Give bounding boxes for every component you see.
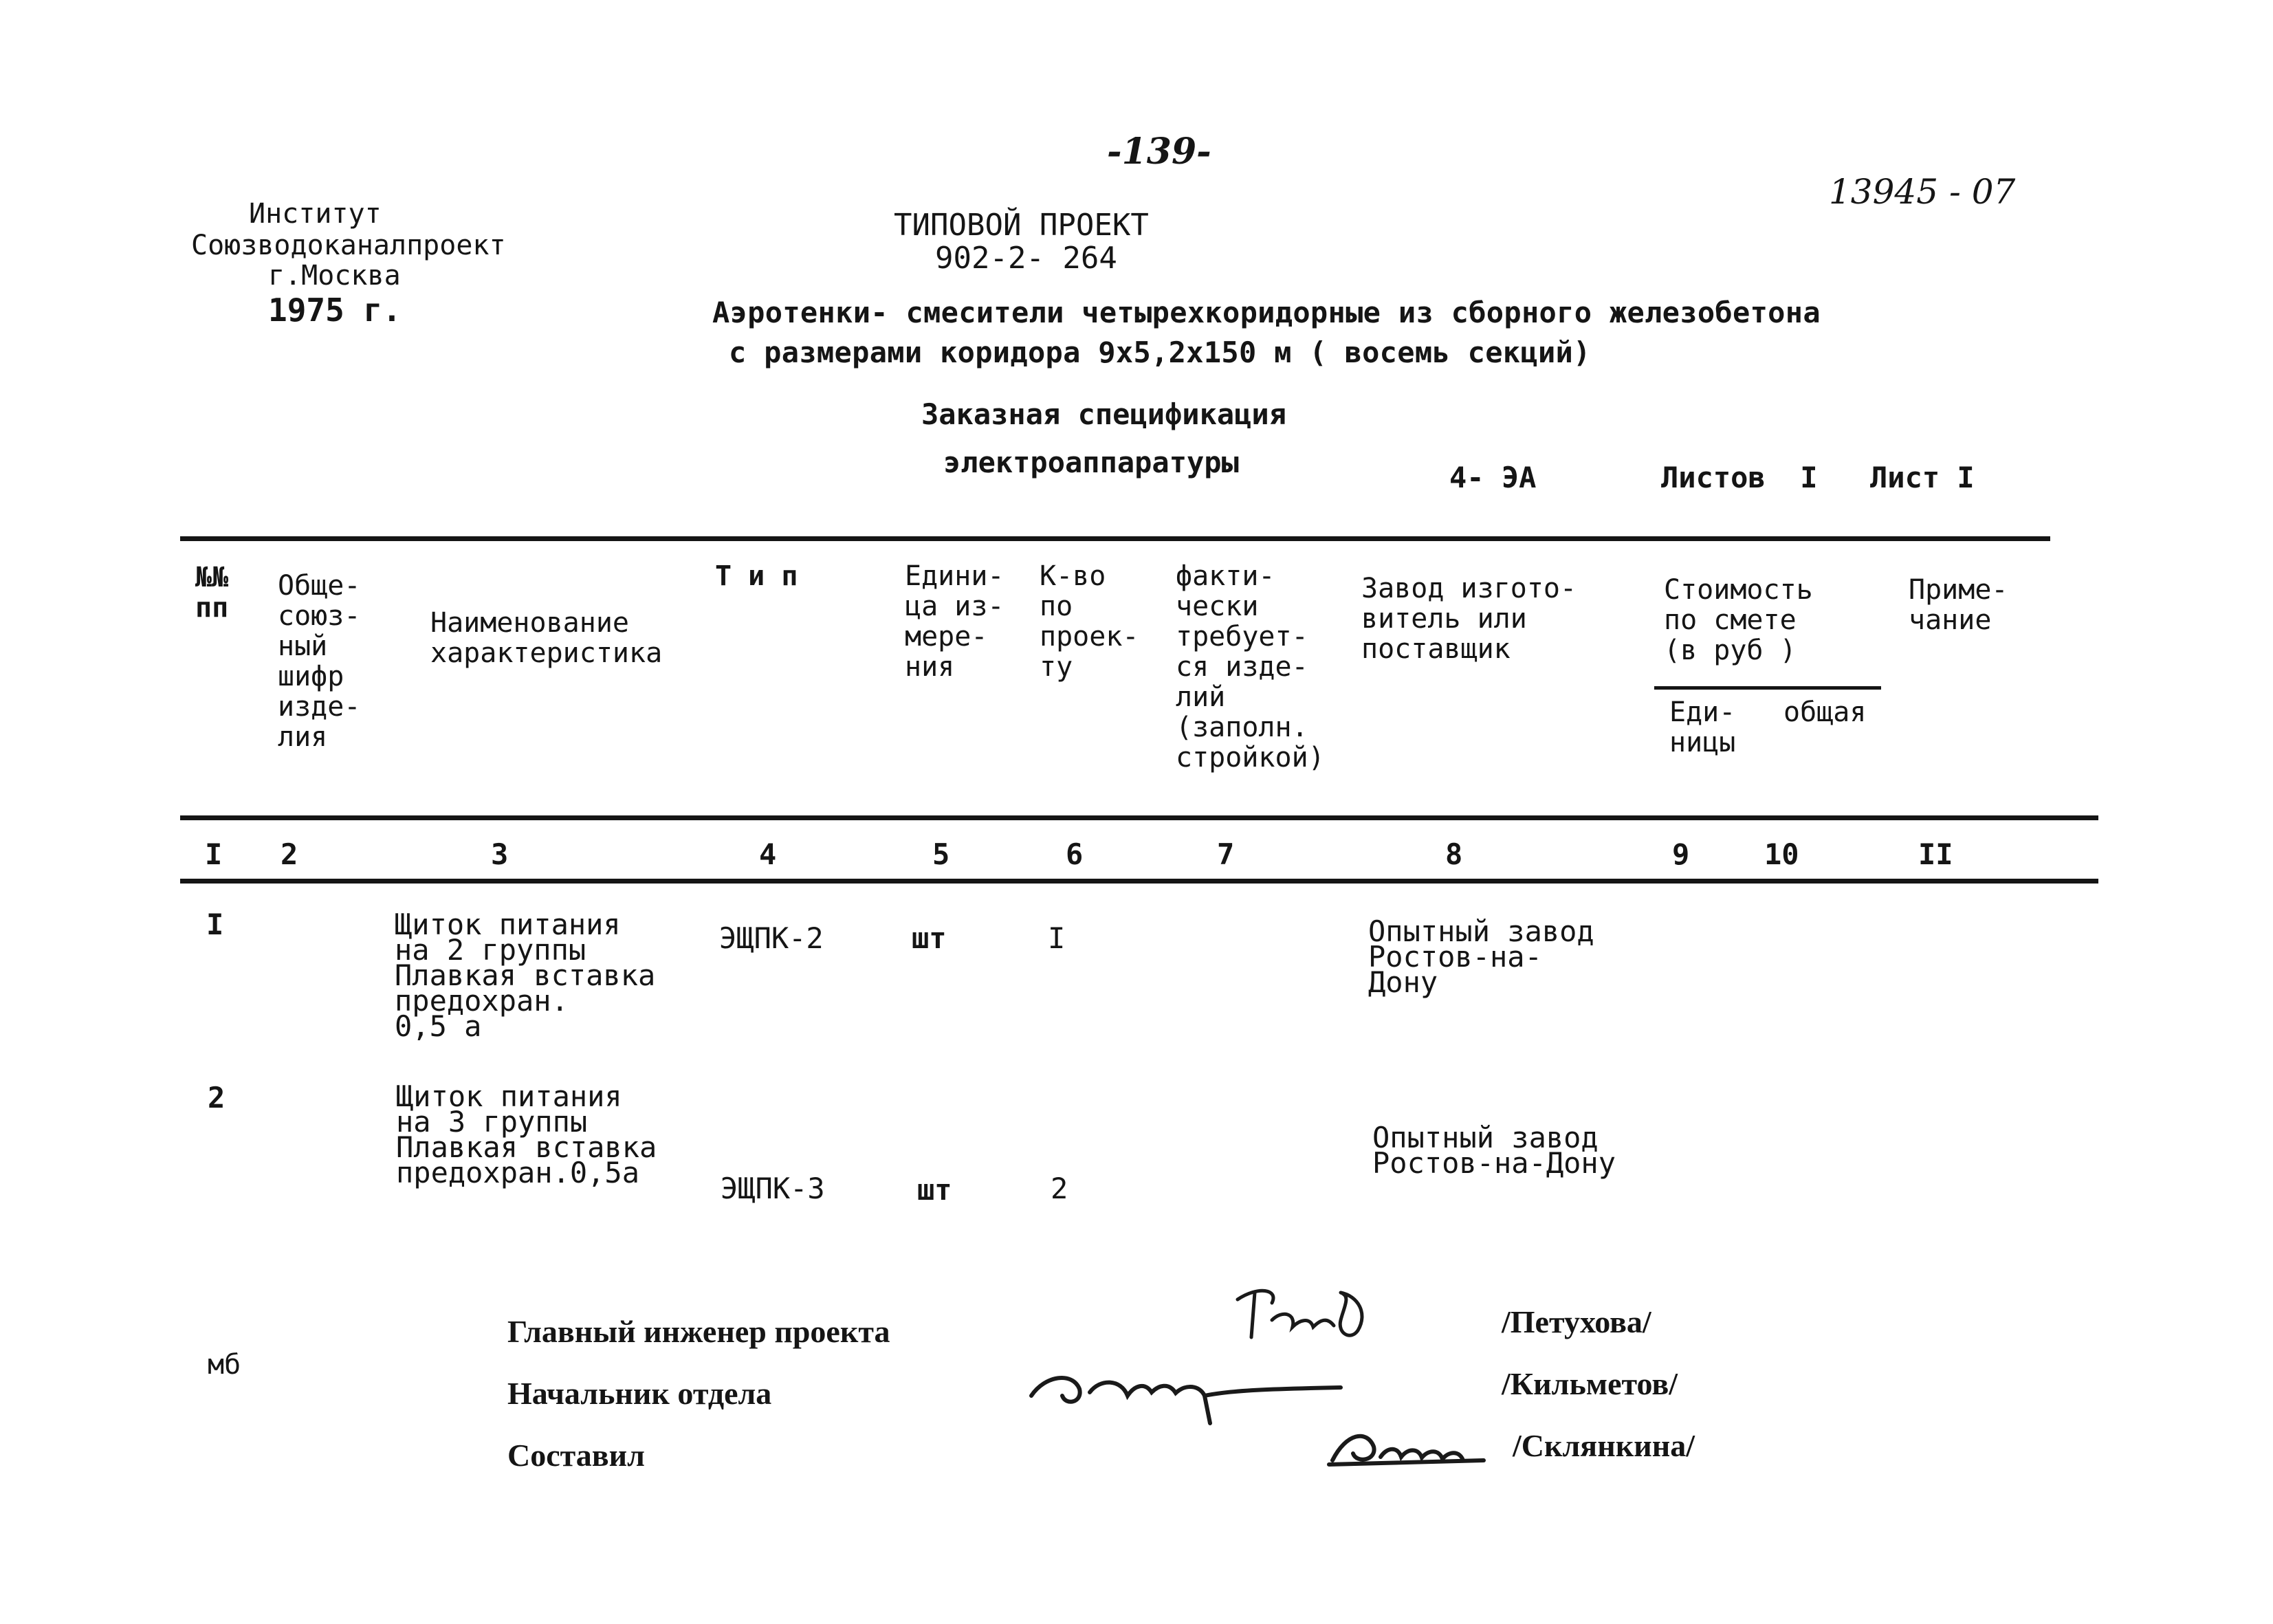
author-label: Составил [507, 1438, 645, 1473]
document-code: 13945 - 07 [1829, 172, 2016, 212]
header-cost-unit: Еди- ницы [1669, 696, 1736, 758]
cost-subdivider [1654, 686, 1881, 690]
page-number: -139- [1107, 131, 1211, 173]
table-top-rule [180, 536, 2050, 541]
institute-line1: Институт [249, 198, 382, 230]
institute-line3: г.Москва [268, 260, 401, 292]
project-title-line1: Аэротенки- смесители четырехкоридорные из сборного железобетона [712, 296, 1821, 329]
column-number: 10 [1764, 837, 1799, 871]
column-number: I [205, 837, 223, 871]
spec-code: 4- ЭА [1449, 461, 1537, 494]
author-signature [1326, 1419, 1491, 1474]
header-bottom-rule [180, 815, 2098, 820]
spec-title-line2: электроаппаратуры [943, 446, 1239, 479]
department-head-signature [1024, 1348, 1354, 1430]
department-head-label: Начальник отдела [507, 1376, 772, 1411]
project-number: 902-2- 264 [935, 241, 1117, 276]
row-type: ЭЩПК-3 [721, 1172, 825, 1205]
author-name: /Склянкина/ [1513, 1428, 1695, 1463]
row-number: 2 [208, 1081, 226, 1115]
row-type: ЭЩПК-2 [719, 921, 824, 955]
header-cost: Стоимость по смете (в руб ) [1664, 574, 1813, 666]
column-number: 9 [1672, 837, 1690, 871]
row-maker: Опытный завод Ростов-на- Дону [1368, 914, 1594, 999]
chief-engineer-signature [1231, 1272, 1382, 1348]
header-type: Т и п [715, 560, 798, 592]
project-label: ТИПОВОЙ ПРОЕКТ [894, 208, 1149, 243]
column-number: II [1918, 837, 1953, 871]
row-maker: Опытный завод Ростов-на-Дону [1372, 1121, 1616, 1180]
column-number: 7 [1217, 837, 1235, 871]
project-title-line2: с размерами коридора 9х5,2х150 м ( восемь секций) [729, 336, 1591, 369]
column-number: 6 [1066, 837, 1084, 871]
spec-title-line1: Заказная спецификация [921, 397, 1287, 431]
row-name: Щиток питания на 2 группы Плавкая вставка предохран. 0,5 а [395, 908, 656, 1043]
header-cost-total: общая [1783, 696, 1867, 728]
row-number: I [206, 908, 224, 941]
row-unit: шт [912, 921, 947, 955]
row-name: Щиток питания на 3 группы Плавкая вставка предохран.0,5а [396, 1079, 657, 1189]
column-number: 3 [491, 837, 509, 871]
header-maker: Завод изгото- витель или поставщик [1361, 573, 1577, 665]
institute-year: 1975 г. [268, 292, 402, 329]
sheet-number: Лист I [1870, 461, 1975, 494]
column-number: 5 [932, 837, 950, 871]
department-head-name: /Кильметов/ [1502, 1366, 1678, 1401]
column-numbers-bottom-rule [180, 879, 2098, 884]
initials: мб [208, 1349, 241, 1381]
header-name: Наименование характеристика [430, 607, 663, 669]
sheets-total: Листов I [1661, 461, 1818, 494]
column-number: 8 [1445, 837, 1463, 871]
column-number: 2 [281, 837, 298, 871]
header-unit: Едини- ца из- мере- ния [905, 560, 1004, 683]
row-qty: 2 [1051, 1172, 1068, 1205]
institute-line2: Союзводоканалпроект [191, 230, 506, 261]
header-note: Приме- чание [1909, 574, 2008, 636]
column-number: 4 [759, 837, 777, 871]
chief-engineer-label: Главный инженер проекта [507, 1314, 890, 1349]
chief-engineer-name: /Петухова/ [1502, 1304, 1651, 1339]
row-qty: I [1048, 921, 1066, 955]
header-qty: К-во по проек- ту [1040, 560, 1139, 683]
header-nn: №№ пп [195, 562, 229, 624]
header-actual: факти- чески требует- ся изде- лий (заполн. стройкой) [1176, 560, 1325, 773]
header-code: Обще- союз- ный шифр изде- лия [278, 570, 361, 753]
row-unit: шт [917, 1173, 952, 1207]
